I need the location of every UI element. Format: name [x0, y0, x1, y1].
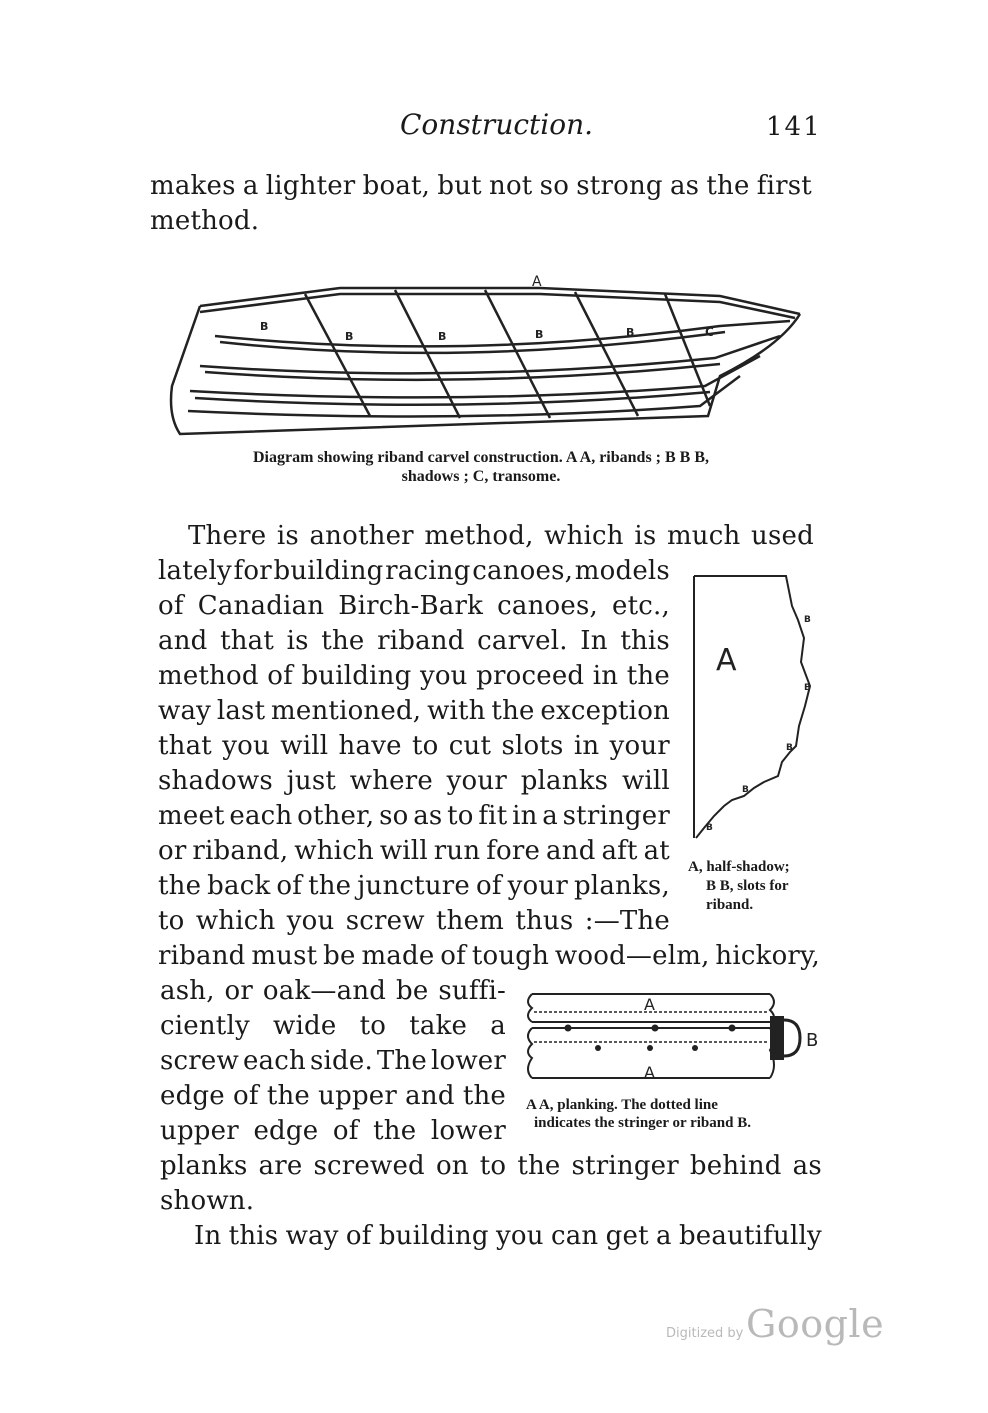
paragraph-2-line-15: ciently wide to take a: [160, 1011, 506, 1041]
slot-label-b-1: B: [804, 615, 811, 625]
paragraph-2-line-9: meet each other, so as to fit in a stringer: [158, 801, 670, 831]
figure-3-caption-line-2: indicates the stringer or riband B.: [534, 1115, 751, 1131]
paragraph-2-line-17: edge of the upper and the: [160, 1081, 506, 1111]
figure-2-caption-line-3: riband.: [706, 897, 754, 913]
paragraph-2-line-11: the back of the juncture of your planks,: [158, 871, 670, 901]
slot-label-b-4: B: [742, 785, 749, 795]
slot-label-b-2: B: [804, 683, 811, 693]
boat-label-b-5: B: [626, 326, 635, 339]
paragraph-2-line-2: lately for building racing canoes, models: [158, 556, 670, 586]
figure-1-caption-line-2: shadows ; C, transome.: [401, 468, 561, 485]
paragraph-2-line-1: There is another method, which is much used: [188, 521, 814, 551]
paragraph-2-line-12: to which you screw them thus :—The: [158, 906, 670, 936]
paragraph-3-line-1: In this way of building you can get a beautifully: [194, 1221, 822, 1251]
boat-label-b-1: B: [260, 320, 269, 333]
paragraph-2-line-8: shadows just where your planks will: [158, 766, 670, 796]
boat-label-b-2: B: [345, 330, 354, 343]
paragraph-2-line-6: way last mentioned, with the exception: [158, 696, 670, 726]
paragraph-2-line-13: riband must be made of tough wood—elm, hickory,: [158, 941, 820, 971]
paragraph-2-line-20: shown.: [160, 1186, 255, 1216]
boat-construction-diagram: [160, 266, 810, 446]
slot-label-b-5: B: [706, 823, 713, 833]
half-shadow-label-a: A: [716, 643, 737, 678]
stringer-label-b: B: [806, 1030, 819, 1051]
digitized-by-label: Digitized by: [666, 1326, 744, 1341]
boat-label-b-4: B: [535, 328, 544, 341]
page-number: 141: [766, 112, 822, 142]
paragraph-2-line-4: and that is the riband carvel. In this: [158, 626, 670, 656]
paragraph-2-line-14: ash, or oak—and be suffi-: [160, 976, 506, 1006]
figure-1-caption-line-1: Diagram showing riband carvel construction. A A, ribands ; B B B,: [252, 449, 710, 466]
figure-2-caption-line-1: A, half-shadow;: [688, 859, 790, 875]
paragraph-2-line-16: screw each side. The lower: [160, 1046, 506, 1076]
paragraph-2-line-5: method of building you proceed in the: [158, 661, 670, 691]
figure-3-caption-line-1: A A, planking. The dotted line: [526, 1097, 718, 1113]
paragraph-2-line-3: of Canadian Birch-Bark canoes, etc.,: [158, 591, 670, 621]
paragraph-2-line-10: or riband, which will run fore and aft at: [158, 836, 670, 866]
planking-label-a-top: A: [644, 995, 655, 1014]
boat-label-c: C: [705, 325, 714, 339]
paragraph-1-line-2: method.: [150, 206, 260, 236]
running-header-title: Construction.: [400, 108, 594, 141]
boat-label-a: A: [532, 274, 542, 290]
paragraph-2-line-19: planks are screwed on to the stringer behind as: [160, 1151, 822, 1181]
planking-stringer-diagram: [520, 986, 830, 1086]
figure-2-caption-line-2: B B, slots for: [706, 878, 789, 894]
paragraph-1-line-1: makes a lighter boat, but not so strong as the first: [150, 171, 812, 201]
paragraph-2-line-18: upper edge of the lower: [160, 1116, 506, 1146]
paragraph-2-line-7: that you will have to cut slots in your: [158, 731, 670, 761]
google-logo-text: Google: [746, 1302, 885, 1346]
slot-label-b-3: B: [786, 743, 793, 753]
boat-label-b-3: B: [438, 330, 447, 343]
planking-label-a-bottom: A: [644, 1063, 655, 1082]
half-shadow-diagram: [686, 566, 826, 856]
